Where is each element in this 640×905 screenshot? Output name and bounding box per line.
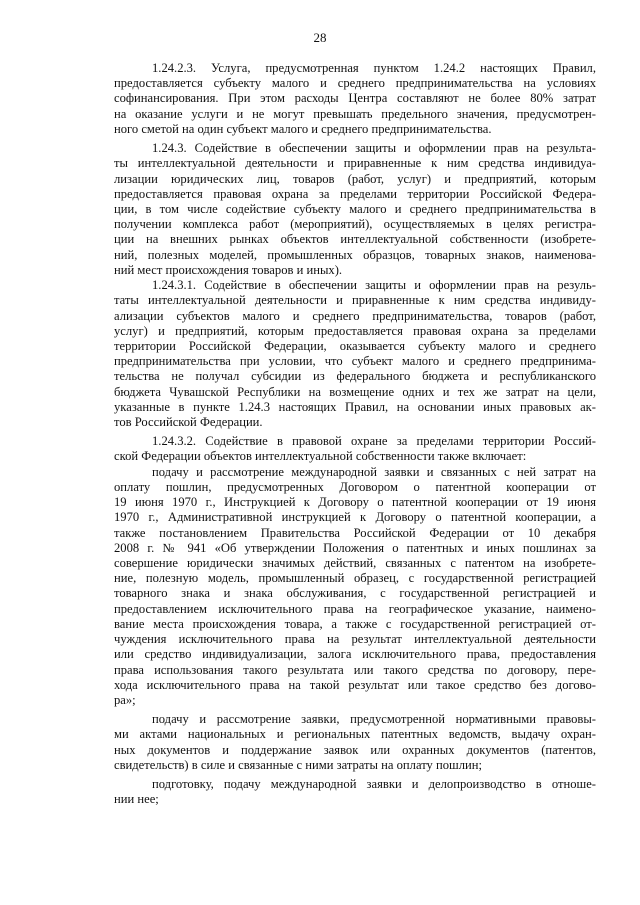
document-body (114, 61, 596, 808)
text-line: лизации юридических лиц, товаров (работ, услуг) и предприятий, которым (114, 171, 596, 186)
text-line: ных документов и поддержание заявок или охранных документов (патентов, (114, 742, 596, 757)
paragraph (114, 712, 596, 773)
text-line: хода исключительного права на такой результат или такое средство без догово- (114, 677, 596, 692)
paragraph (114, 278, 596, 430)
text-line: тов Российской Федерации. (114, 415, 263, 430)
text-line: территории Российской Федерации, оказывается субъекту малого и среднего (114, 338, 596, 353)
text-line: ты интеллектуальной деятельности и приравненные к ним средства индивидуа- (114, 156, 596, 171)
text-line: предпринимательства при условии, что субъект малого и среднего предпринима- (114, 354, 596, 369)
text-line: товарного знака и знака обслуживания, с государственной регистрацией и (114, 586, 596, 601)
text-line: ний, полезных моделей, промышленных образцов, товарных знаков, наименова- (114, 247, 596, 262)
text-line: вание места происхождения товара, а также с государственной регистрацией от- (114, 616, 596, 631)
text-line: ний мест происхождения товаров и иных). (114, 262, 343, 277)
text-line: свидетельств) в силе и связанные с ними затраты на оплату пошлин; (114, 757, 483, 772)
paragraph (114, 465, 596, 709)
text-line: предоставляется правовая охрана за пределами территории Российской Федера- (114, 186, 596, 201)
text-line: предоставлением исключительного права на географическое указание, наимено- (114, 601, 596, 616)
text-line: предоставляется субъекту малого и среднего предпринимательства на условиях (114, 76, 596, 91)
text-line: чуждения исключительного права на результат интеллектуальной деятельности (114, 632, 596, 647)
text-line: ции, в том числе содействие субъекту малого и среднего предпринимательства в (114, 201, 596, 216)
text-line: 1.24.2.3. Услуга, предусмотренная пунктом 1.24.2 настоящих Правил, (152, 61, 596, 75)
text-line: также постановлением Правительства Российской Федерации от 10 декабря (114, 525, 596, 540)
text-line: ми актами национальных и региональных патентных ведомств, выдачу охран- (114, 727, 596, 742)
text-line: ного сметой на один субъект малого и среднего предпринимательства. (114, 121, 492, 136)
text-line: 2008 г. № 941 «Об утверждении Положения о патентных и иных пошлинах за (114, 540, 596, 555)
text-line: 1.24.3. Содействие в обеспечении защиты и оформлении прав на результа- (152, 141, 596, 156)
text-line: права использования такого результата или такого средства по договору, пере- (114, 662, 596, 677)
text-line: ализации субъектов малого и среднего предпринимательства, товаров (работ, (114, 308, 596, 323)
text-line: таты интеллектуальной деятельности и приравненные к ним средства индивиду- (114, 293, 596, 308)
text-line: ской Федерации объектов интеллектуальной собственности также включает: (114, 449, 527, 464)
text-line: 19 июня 1970 г., Инструкцией к Договору о патентной кооперации от 19 июня (114, 495, 596, 510)
text-line: ции на внешних рынках объектов интеллектуальной собственности (изобрете- (114, 232, 596, 247)
text-line: тельства не получал субсидии из федерального бюджета и республиканского (114, 369, 596, 384)
text-line: ра»; (114, 692, 136, 707)
text-line: 1970 г., Административной инструкцией к Договору о патентной кооперации, а (114, 510, 596, 525)
text-line: совершение юридически значимых действий, связанных с патентом на изобрете- (114, 556, 596, 570)
text-line: на оказание услуги и не могут превышать предельного значения, предусмотрен- (114, 106, 596, 121)
paragraph (114, 434, 596, 464)
paragraph (114, 777, 596, 807)
text-line: или средство индивидуализации, залога исключительного права, предоставления (114, 647, 596, 662)
text-line: подачу и рассмотрение заявки, предусмотренной нормативными правовы- (152, 712, 596, 727)
text-line: бюджета Чувашской Республики на возмещение одних и тех же затрат на цели, (114, 384, 596, 399)
page-number: 28 (313, 30, 327, 45)
text-line: нии нее; (114, 792, 159, 807)
text-line: указанные в пункте 1.24.3 настоящих Правил, на основании иных правовых ак- (114, 399, 596, 414)
text-line: оплату пошлин, предусмотренных Договором о патентной кооперации от (114, 479, 596, 494)
paragraph (114, 141, 596, 278)
text-line: получении комплекса работ (мероприятий), осуществляемых в целях регистра- (114, 217, 596, 232)
text-line: ние, полезную модель, промышленный образец, с государственной регистрацией (114, 571, 596, 586)
text-line: софинансирования. При этом расходы Центра составляют не более 80% затрат (114, 91, 596, 106)
text-line: подачу и рассмотрение международной заявки и связанных с ней затрат на (152, 464, 596, 479)
text-line: 1.24.3.2. Содействие в правовой охране за пределами территории Россий- (152, 434, 596, 449)
paragraph (114, 61, 596, 137)
text-line: подготовку, подачу международной заявки и делопроизводство в отноше- (152, 777, 596, 792)
text-line: услуг) и предприятий, которым предоставляется правовая охрана за пределами (114, 323, 596, 338)
text-line: 1.24.3.1. Содействие в обеспечении защиты и оформлении прав на резуль- (152, 278, 596, 293)
